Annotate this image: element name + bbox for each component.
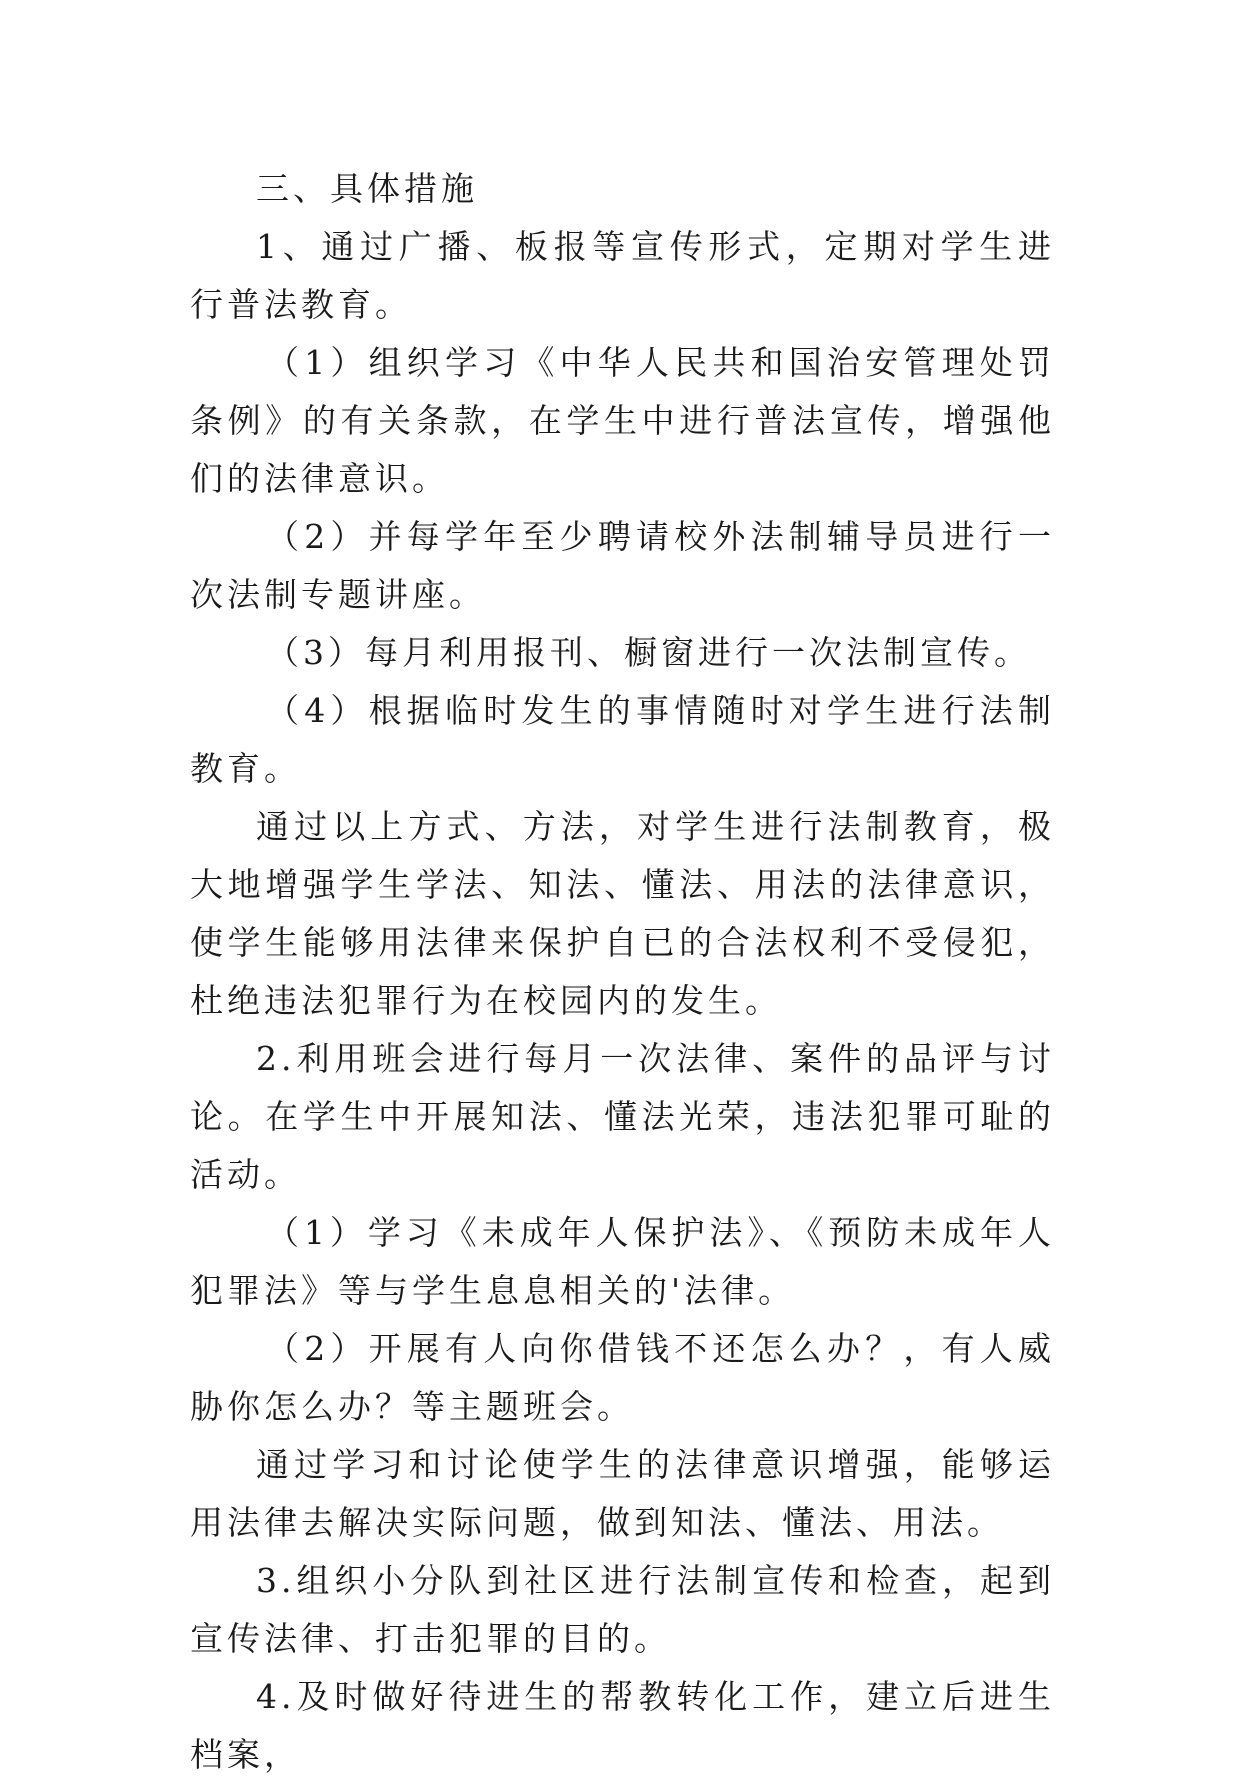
- measure-subitem-1-3: （3）每月利用报刊、橱窗进行一次法制宣传。: [266, 633, 1031, 672]
- summary-paragraph-2: 通过学习和讨论使学生的法律意识增强，能够运用法律去解决实际问题，做到知法、懂法、用法。: [190, 1445, 1055, 1542]
- measure-item-2: 2.利用班会进行每月一次法律、案件的品评与讨论。在学生中开展知法、懂法光荣，违法犯罪可耻的活动。: [190, 1039, 1055, 1194]
- measure-item-1: 1、通过广播、板报等宣传形式，定期对学生进行普法教育。: [190, 227, 1055, 324]
- document-body: [190, 160, 1055, 1784]
- measure-subitem-2-1: （1）学习《未成年人保护法》、《预防未成年人犯罪法》等与学生息息相关的'法律。: [190, 1213, 1055, 1310]
- summary-paragraph-1: 通过以上方式、方法，对学生进行法制教育，极大地增强学生学法、知法、懂法、用法的法律意识，使学生能够用法律来保护自已的合法权利不受侵犯，杜绝违法犯罪行为在校园内的发生。: [190, 807, 1055, 1020]
- measure-subitem-1-1: （1）组织学习《中华人民共和国治安管理处罚条例》的有关条款，在学生中进行普法宣传，增强他们的法律意识。: [190, 343, 1055, 498]
- section-heading: 三、具体措施: [256, 169, 478, 208]
- measure-item-4: 4.及时做好待进生的帮教转化工作，建立后进生档案，: [190, 1677, 1055, 1774]
- measure-subitem-2-2: （2）开展有人向你借钱不还怎么办？，有人威胁你怎么办？等主题班会。: [190, 1329, 1055, 1426]
- measure-item-3: 3.组织小分队到社区进行法制宣传和检查，起到宣传法律、打击犯罪的目的。: [190, 1561, 1055, 1658]
- measure-subitem-1-4: （4）根据临时发生的事情随时对学生进行法制教育。: [190, 691, 1055, 788]
- measure-subitem-1-2: （2）并每学年至少聘请校外法制辅导员进行一次法制专题讲座。: [190, 517, 1055, 614]
